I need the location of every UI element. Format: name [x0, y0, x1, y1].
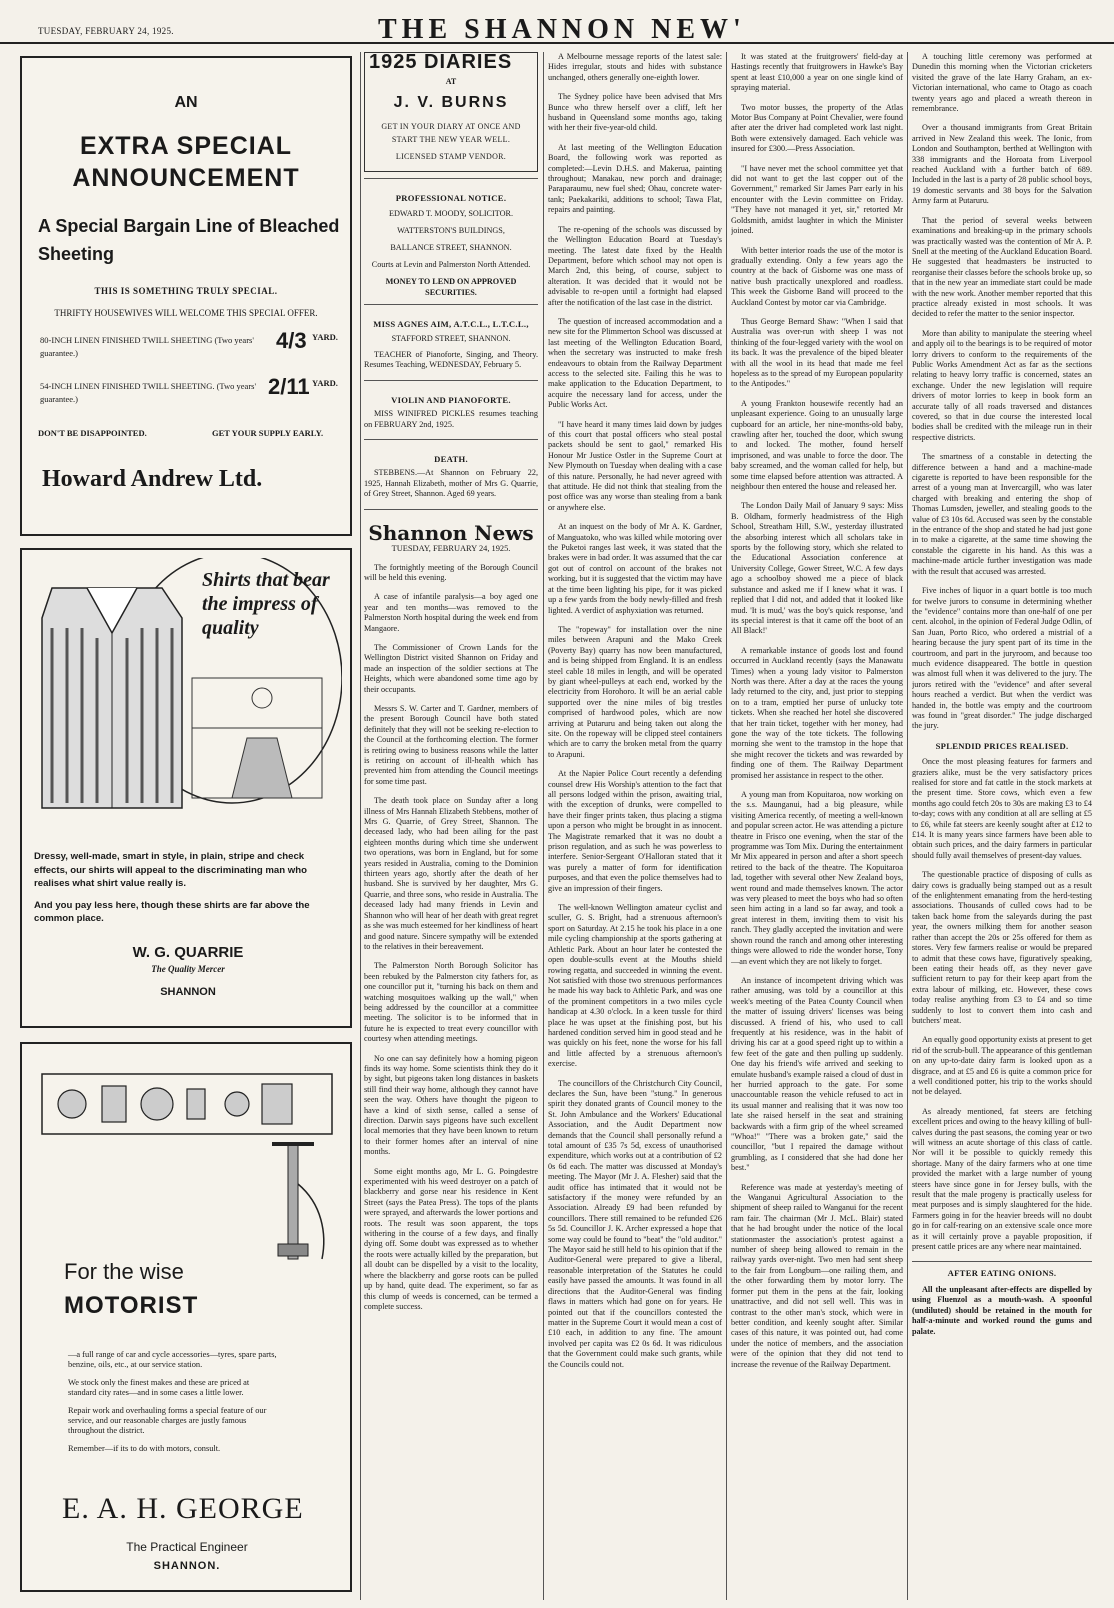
engineer-town: SHANNON.: [153, 1560, 221, 1572]
news-para: "I have never met the school committee yet that did not want to get the last copper out of the Government," remarked Sir James Parr early in his encounter with the Levin committee on Friday. "They have not managed it yet, sir," retorted Mr Goldsmith, amidst laughter in which the Minister joined.: [731, 163, 903, 236]
money-to-lend: MONEY TO LEND ON APPROVED SECURITIES.: [385, 276, 517, 297]
news-para: The councillors of the Christchurch City Council, declares the Sun, have been "stung." In generous spirit they donated grants of Council money to the St. John Ambulance and the Workers' Educational Association, and the Audit Department now demands that the Council shall personally refund a total amount of £35 7s 5d, excess of unauthorised expenditure, which works out at a contribution of £2 0s 6d each. The matter was discussed at Monday's meeting. The Mayor (Mr J. A. Flesher) said that the audit office has intimated that it would not be satisfactory if the money were refunded by an Association. Already £9 had been refunded by councillors. There still remained to be refunded £26 5s 5d. Councillor J. K. Archer expressed a hope that some way could be found to "beat" the "old auditor." The Mayor said he still held to his opinion that if the Auditor-General were prepared to give a liberal, reasonable interpretation of the Statutes he could easily have passed the amounts. It was found in all directions that the Auditor-General was finding flaws in matters which had gone on for years. He pointed out that if the councillors contested the matter in the Supreme Court it would mean a cost of £10 each, in addition to any fine. The amount involved per capita was £2 0s 6d. It was ridiculous that the Government could make such grants, while the Councils could not.: [548, 1078, 722, 1369]
news-para: No one can say definitely how a homing pigeon finds its way home. Some scientists think they do it by sight, but pigeons taken long distances in baskets still find their way home, although they cannot have seen the way. Others have thought the pigeon to have a kind of sixth sense, called a sense of direction. Darwin says pigeons have such excellent local memories that they have been known to return to their former homes after an interval of nine months.: [364, 1053, 538, 1157]
news-para: More than ability to manipulate the steering wheel and apply oil to the bearings is to be required of motor lorry drivers to conform to the requirements of the Public Works Amendment Act as far as the sections relating to heavy lorry traffic is concerned, states an exchange. Under the new legislation will require drivers of motor lorries to keep in book form an accurate tally of all roads traversed and distances covered, so that in due course the interested local bodies shall be credited with the mileage run in their respective districts.: [912, 328, 1092, 442]
get-supply-early: GET YOUR SUPPLY EARLY.: [212, 428, 324, 438]
shirt-illustration: [32, 558, 342, 794]
news-para: The fortnightly meeting of the Borough Council will be held this evening.: [364, 562, 538, 582]
diaries-vendor: J. V. BURNS: [393, 93, 509, 111]
news-para: The question of increased accommodation and a new site for the Plimmerton School was discussed at last meeting of the Wellington Education Board, when the secretary was instructed to make fresh endeavours to obtain from the Railway Department access to the selected site. Failing this he was to make application to the Education Department, to acquire the necessary land for access, under the Public Works Act.: [548, 316, 722, 410]
news-para: That the period of several weeks between examinations and breaking-up in the primary schools was practically wasted was the contention of Mr A. P. Snell at the meeting of the Auckland Education Board. He suggested that headmasters be instructed to reorganise their classes before the schools broke up, so that in the new year an immediate start could be made with the new work. Another member reported that this practice already existed in most schools. It was decided to refer the matter to the senior inspector.: [912, 215, 1092, 319]
column-5: [912, 52, 1092, 1602]
column-rule: [907, 52, 908, 1600]
ad-bargain-line: A Special Bargain Line of Bleached Sheeting: [38, 216, 340, 264]
price-54-inch: 2/11: [268, 374, 310, 399]
column-4: [731, 52, 903, 1602]
news-para: "I have heard it many times laid down by judges of this court that postal officers who steal postal packets should be sent to gaol," remarked His Honour Mr Justice Ostler in the Supreme Court at New Plymouth on Tuesday when dealing with a case of this nature. Personally, he had never agreed with that attitude. He did not think that stealing from the post office was any worse than stealing from a bank or anywhere else.: [548, 419, 722, 512]
motorist-para-2: We stock only the finest makes and these are priced at standard city rates—and in some cases a little lower.: [68, 1377, 250, 1398]
motorist-para-4: Remember—if its to do with motors, consult.: [68, 1443, 221, 1453]
news-para: The smartness of a constable in detecting the difference between a hand and a machine-made cigarette is reported to have been responsible for the arrest of a young man at Invercargill, who was later charged with breaking and entering the shop of Thomas Lumsden, jeweller, and stealing goods to the value of £3 10s 6d. Accused was seen by the constable in the entrance of the shop and stated he had just gone in to make a cigarette, at the same time showing the constable the cigarette in his hand. As this was a machine-made article further investigation was made with the result that accused was arrested.: [912, 452, 1092, 576]
merchant-town: SHANNON: [160, 986, 216, 998]
motorist-para-1: —a full range of car and cycle accessories—tyres, spare parts, benzine, oils, etc., at our service station.: [68, 1350, 277, 1370]
news-para: Five inches of liquor in a quart bottle is too much for twelve jurors to consume in determining whether the "evidence" contains more than one-half of one per cent. alcohol, in the opinion of Federal Judge Odlin, of San Juan, Porto Rico, who ordered a mistrial of a hearing because the jury spent part of its time in the courtroom, and part in the juryroom, and because too much evidence disappeared. The bottle in question was almost full when it was delivered to the jury. The jurors retired with the "evidence" and after several hours reached a verdict. But when the verdict was handed in, the bottle was empty and the courtroom was found in "great disorder." The judge discharged the jury.: [912, 586, 1092, 731]
prices-para: As already mentioned, fat steers are fetching excellent prices and owing to the heavy killing of bull-calves during the past seasons, the coming year or two will witness an acute shortage of this class of cattle. Nor will it be possible to quickly remedy this shortage. Many of the dairy farmers who at one time provided the market with a large number of young steers have since gone in for Jersey bulls, with the result that the male progeny is practically useless for meat purposes and is simply slaughtered for the hide. Farmers going in for the heavier breeds will no doubt go in for calf-rearing on an extensive scale once more as it will certainly prove a payable proposition, if present cattle prices are any where near maintained.: [912, 1106, 1092, 1252]
motorist-headline-1: For the wise: [64, 1259, 184, 1284]
column-rule: [543, 52, 544, 1600]
news-para: At an inquest on the body of Mr A. K. Gardner, of Manguatoko, who was killed while motoring over the Puketoi ranges last week, it was stated that the brakes were in bad order. It was assumed that the car got out of control on account of the brakes not working, but it is suggested that the victim may have at the time been lighting his pipe, for it was picked up a few yards from the body newly-filled and fresh lighted. A verdict of asphyxiation was returned.: [548, 522, 722, 615]
solicitor-name: EDWARD T. MOODY, SOLICITOR.: [388, 208, 514, 218]
column-rule: [726, 52, 727, 1600]
professional-notice: [364, 178, 538, 297]
news-para: Thus George Bernard Shaw: "When I said that Australia was over-run with sheep I was not thinking of the four-legged variety with the wool on its back. It was the prevalence of the biped bleater with all the wool in its head that made me feel hopeless as to the spread of my European popularity to the Antipodes.": [731, 316, 903, 389]
news-para: A young man from Kopuitaroa, now working on the s.s. Maunganui, had a big pleasure, while visiting America recently, of meeting a well-known and popular screen actor. He was attending a picture theatre in Frisco one evening, when the star of the programme was Tom Mix. During the entertainment Mr Mix appeared in person and after a short speech retired to the back of the theatre. The Kopuitaroa lad, together with several other New Zealand boys, went round and made themselves known. The actor was very pleased to meet the boys who had so often seen him acting in a land so far away, and took a great interest in them, inviting them to visit his ranch. They gladly accepted the invitation and were shown round the ranch and among other interesting things were allowed to ride the wonder horse, Tony—an event which they are not likely to forget.: [731, 790, 903, 966]
violin-heading: VIOLIN AND PIANOFORTE.: [391, 394, 511, 405]
news-para: The Palmerston North Borough Solicitor has been rebuked by the Palmerston city fathers for, as one councillor put it, "turning his back on them and watching mosquitoes walking up the wall," when being addressed by the councillor at a committee meeting. The solicitor is to be informed that in future he is expected to treat every councillor with courtesy when attending meetings.: [364, 961, 538, 1044]
column-3: [548, 52, 722, 1602]
motorist-ad: [20, 1042, 352, 1592]
solicitor-courts: Courts at Levin and Palmerston North Attended.: [371, 259, 531, 269]
shannon-news-header: [364, 509, 538, 555]
ad-an: AN: [174, 94, 198, 111]
news-para: A Melbourne message reports of the latest sale: Hides irregular, stouts and hides with substance unchanged, others generally one-eighth lower.: [548, 52, 722, 82]
shirts-ad: [20, 548, 352, 1028]
motorist-body: [68, 1350, 278, 1461]
news-para: At last meeting of the Wellington Education Board, the following work was reported as completed:—Levin D.H.S. and Makerua, painting throughout; Manakau, new porch and drainage; Paraparaumu, new fuel shed; Ohau, concrete water-tank; Paekakariki, additions to school; Tawa Flat, repairs and painting.: [548, 142, 722, 215]
onions-text: All the unpleasant after-effects are dispelled by using Fluenzol as a mouth-wash. A spoonful (undiluted) should be retained in the mouth for half-a-minute and worked round the gums and palate.: [912, 1284, 1092, 1336]
merchant-motto: The Quality Mercer: [151, 964, 225, 974]
motorist-headline-2: MOTORIST: [64, 1292, 199, 1319]
masthead: [0, 0, 1114, 44]
column-2: [364, 52, 538, 1602]
shirts-tagline: Shirts that bear the impress of quality: [202, 569, 330, 639]
motor-accessories-drawing: [22, 1044, 352, 1264]
news-para: Reference was made at yesterday's meeting of the Wanganui Agricultural Association to the shipment of sheep railed to Wanganui for the recent ram fair. The chairman (Mr J. McL. Blair) stated that he had brought under the notice of the local stationmaster the association's protest against a number of sheep being allowed to remain in the railway yards over-night. Two men had sent sheep to the fair from Longburn—one railing them, and the other forwarding them by motor lorry. The former put them in the pens at the fair, looking unattractive, and did not sell well. This was in contrast to the other man's stock, which were in better condition, and keenly sought after. Similar cases of this nature, it was pointed out, had come under the notice of members, and the association were of the opinion that they did not tend to increase the revenue of the Railway Department.: [731, 1182, 903, 1369]
motorist-para-3: Repair work and overhauling forms a special feature of our service, and our reasonable charges are justly famous throughout the district.: [68, 1405, 267, 1436]
price-row-54: [22, 374, 350, 412]
news-para: The Sydney police have been advised that Mrs Bunce who threw herself over a cliff, left her husband in Queensland some months ago, taking with her their five-year-old child.: [548, 92, 722, 133]
prices-para: Once the most pleasing features for farmers and graziers alike, must be the very satisfactory prices realised for store and fat cattle in the stock markets at the present time. Store cows, which even a few months ago could fetch 20s to 30s are making £3 to £4 to-day; cows with any condition at all are selling at £5 to £6, while fat steers are keenly sought after at £12 to £14. It is many years since farmers have been able to obtain such prices, and the dairy farmers in particular should fully avail themselves of present-day values.: [912, 757, 1092, 860]
ad-footer-line: [22, 428, 350, 444]
death-heading: DEATH.: [434, 454, 468, 465]
news-para: Messrs S. W. Carter and T. Gardner, members of the present Borough Council have both stated definitely that they will not be seeking re-election to the Council at the forthcoming election. The former is retiring owing to business reasons while the latter is retiring on account of ill-health which has prevented him from attending the Council meetings for some time past.: [364, 703, 538, 786]
advertiser-name: Howard Andrew Ltd.: [42, 466, 263, 492]
shirts-para-1: Dressy, well-made, smart in style, in plain, stripe and check effects, our shirts will appeal to the discriminating man who realises what shirt value really is.: [34, 851, 307, 889]
news-para: At the Napier Police Court recently a defending counsel drew His Worship's attention to the fact that all persons lodged within the prison, awaiting trial, with the exception of drunks, were compelled to have their finger prints taken, thus placing a stigma upon a person who might be brought in as innocent. The Magistrate remarked that it was no doubt a prison regulation, and as such he was powerless to interfere. Senior-Sergeant O'Halloran stated that it was purely a matter of form for identification purposes, and that even the police themselves had to give an impression of their fingers.: [548, 769, 722, 893]
news-para: With better interior roads the use of the motor is gradually extending. Only a few years ago the country at the back of Gisborne was one mass of native bush practically unexplored and roadless. This week the Gisborne Band will proceed to the Auckland Contest by motor car via Cambridge.: [731, 245, 903, 307]
news-para: The Commissioner of Crown Lands for the Wellington District visited Shannon on Friday and made an inspection of the soldier sections at The Heights, which were abandoned some time ago by their occupants.: [364, 642, 538, 694]
teacher-address: STAFFORD STREET, SHANNON.: [391, 334, 511, 344]
ad-truly-special: THIS IS SOMETHING TRULY SPECIAL.: [94, 286, 278, 296]
diaries-text: GET IN YOUR DIARY AT ONCE AND START THE NEW YEAR WELL.: [381, 122, 521, 145]
onions-heading: AFTER EATING ONIONS.: [912, 1261, 1092, 1278]
yard-label: YARD.: [312, 332, 338, 342]
death-notice: [364, 439, 538, 500]
engineer-trade: The Practical Engineer: [126, 1540, 248, 1554]
news-para: A touching little ceremony was performed at Dunedin this morning when the Victorian cricketers visited the grave of the late Harry Graham, an ex-Victorian international, who came to Otago as coach twenty years ago and placed a wreath thereon in remembrance.: [912, 52, 1092, 114]
news-para: Some eight months ago, Mr L. G. Poingdestre experimented with his weed destroyer on a patch of blackberry and gorse near his residence in Kent Street (says the Patea Press). The tops of the plants were sprayed, and afterwards the lower portions and roots. The result was soon apparent, the tops withering in the course of a few days, and finally dying off. Some doubt was expressed as to whether the roots were actually killed by the preparation, but all doubt can be dispelled by a visit to the locality, where the blackberry and gorse roots can be pulled up by hand, quite dead. The experiment, so far as this clump of weeds is concerned, can be termed a complete success.: [364, 1166, 538, 1311]
item-80-inch: 80-INCH LINEN FINISHED TWILL SHEETING (Two years' guarantee.): [40, 335, 254, 358]
news-para: The death took place on Sunday after a long illness of Mrs Hannah Elizabeth Stebbens, mother of Mrs G. Quarrie, of Grey Street, Shannon. The deceased lady, who had been ailing for the past eighteen months during which time she underwent two operations, was born in England, but for some years resided in Australia, coming to the Dominion thirteen years ago, shortly after the death of her husband. She is survived by her daughter, Mrs G. Quarrie, and three sons, who reside in Australia. The deceased lady had many friends in Levin and Shannon who will hear of her death with great regret as she was much esteemed for her kindliness of heart and good nature. Sincere sympathy will be extended to the relatives in their bereavement.: [364, 796, 538, 951]
dont-be-disappointed: DON'T BE DISAPPOINTED.: [38, 428, 147, 438]
prof-heading: PROFESSIONAL NOTICE.: [395, 193, 507, 204]
teacher-text: TEACHER of Pianoforte, Singing, and Theory. Resumes Teaching, WEDNESDAY, February 5.: [364, 350, 538, 370]
prices-para: An equally good opportunity exists at present to get rid of the scrub-bull. The appearance of this gentleman on any up-to-date dairy farm is looked upon as a disgrace, and at £5 and £6 is quite a common price for a well conditioned potter, his trip to the works should not be delayed.: [912, 1035, 1092, 1097]
engineer-name: E. A. H. GEORGE: [62, 1492, 304, 1525]
news-para: The well-known Wellington amateur cyclist and sculler, G. S. Bright, had a strenuous afternoon's sport on Saturday. At 2.15 he took his place in a one mile cycling championship at the sports gathering at Athletic Park. About an hour later he contested the open double-sculls event at the Mouths shield rowing regatta, and succeeded in winning the event. Not satisfied with those two strenuous performances he made his way back to Athletic Park, and was one of the prominent competitors in a two miles cycle handicap at 4.30 o'clock. In a keen tussle for third place he was upset at the finishing post, but his hardened condition served him in good stead and he was quickly on his feet, none the worse for his fall and little affected by a strenuous afternoon's exercise.: [548, 903, 722, 1069]
death-text: STEBBENS.—At Shannon on February 22, 1925, Hannah Elizabeth, mother of Mrs G. Quarrie, of Grey Street, Shannon. Aged 69 years.: [364, 468, 538, 499]
news-para: The London Daily Mail of January 9 says: Miss B. Oldham, formerly headmistress of the High School, Streatham Hill, S.W., yesterday illustrated the absorbing interest which all scholars take in sports by the following story, which she related to the Educational Association conference at University College, Gower Street, W.C. A few days ago a schoolboy showed me a piece of black substance and asked me if I knew what it was. I replied that I did not, and added that it looked like mud. 'It is mud,' was the boy's quick response, 'and its special interest is that it came off the boot of an All Black!': [731, 501, 903, 636]
diaries-ad: [364, 52, 538, 172]
pickles-text: MISS WINIFRED PICKLES resumes teaching on FEBRUARY 2nd, 1925.: [364, 409, 538, 429]
shirts-body: [34, 850, 340, 934]
ad-thrifty: THRIFTY HOUSEWIVES WILL WELCOME THIS SPECIAL OFFER.: [54, 308, 318, 318]
item-54-inch: 54-INCH LINEN FINISHED TWILL SHEETING. (Two years' guarantee.): [40, 381, 256, 404]
merchant-name: W. G. QUARRIE: [132, 944, 244, 961]
news-para: A remarkable instance of goods lost and found occurred in Auckland recently (says the Manawatu Times) when a young lady visitor to Palmerston North was there. After a day at the races the young lady returned to the city, and, just prior to stepping on to a tram, emptied her purse of unlucky tote tickets. When she reached her hotel she discovered that her train ticket, together with her money, had gone the way of the tote tickets. The following morning she went to the tramstop in the hope that she might recover the tickets and was rewarded by finding one of them. The Railway Department promised her assistance in respect to the other.: [731, 645, 903, 780]
violin-notice: [364, 380, 538, 430]
diaries-title: 1925 DIARIES: [369, 52, 513, 73]
news-para: A case of infantile paralysis—a boy aged one year and ten months—was removed to the Palmerston North hospital during the week end from Mangaore.: [364, 592, 538, 633]
column-rule: [360, 52, 361, 1600]
paper-date: TUESDAY, FEBRUARY 24, 1925.: [391, 544, 511, 554]
solicitor-street: BALLANCE STREET, SHANNON.: [390, 242, 512, 252]
linen-sheeting-ad: [20, 56, 352, 536]
teacher-name: MISS AGNES AIM, A.T.C.L., L.T.C.L.,: [373, 318, 529, 329]
prices-heading: SPLENDID PRICES REALISED.: [935, 740, 1069, 751]
stamp-vendor: LICENSED STAMP VENDOR.: [395, 152, 507, 162]
news-para: The "ropeway" for installation over the nine miles between Arapuni and the Mako Creek (Poverty Bay) quarry has now been manufactured, and is being shipped from England. It is an endless steel cable 18 miles in length, and will be operated by giant wheel-pulleys at each end, worked by the electricity from Horohoro. It will be an aerial cable supported over the nine miles of big trestles comprised of hardwood poles, which are now arriving at Putaruru and being taken out along the site. On the ropeway will be clipped steel containers which are to carry the broken metal from the quarry to Arapuni.: [548, 624, 722, 759]
newspaper-title: THE SHANNON NEW': [378, 14, 746, 45]
news-para: It was stated at the fruitgrowers' field-day at Hastings recently that fruitgrowers in Hawke's Bay spent at least £10,000 a year on one single kind of spraying material.: [731, 52, 903, 93]
news-para: An instance of incompetent driving which was rather amusing, was told by a councillor at this week's meeting of the Patea County Council when the matter of issuing drivers' licenses was being discussed. A friend of his, who used to call frequently at his residence, was in the habit of driving his car at a good speed right up to within a few feet of the gate and then pulling up suddenly. One day his friend's wife arrived and seeking to emulate husband's example raised a cloud of dust in her hurried approach to the gate. For some unaccountable reason the vehicle refused to act in its usual manner and realising that it was now too late she raised herself in the seat and straining backwards with a firm grip of the wheel screamed "Whoa!" "There was a broken gate," said the councillor, "but I repaired the damage without grumbling, as I considered that she had done her best.": [731, 975, 903, 1173]
price-80-inch: 4/3: [276, 328, 307, 353]
news-para: Two motor busses, the property of the Atlas Motor Bus Company at Point Chevalier, were found after ater the driver had completed work last night. Both were extensively damaged. Each vehicle was insured for £300.—Press Association.: [731, 102, 903, 154]
issue-date: TUESDAY, FEBRUARY 24, 1925.: [38, 26, 174, 36]
paper-name: Shannon News: [368, 520, 534, 545]
music-teacher-notice: [364, 304, 538, 371]
solicitor-building: WATTERSTON'S BUILDINGS,: [397, 225, 505, 235]
news-para: Over a thousand immigrants from Great Britain arrived in New Zealand this week. The Ionic, from London and Southampton, berthed at Wellington with 338 immigrants and the Horoata from Liverpool reached Auckland with a further batch of 689. Included in the last is a party of 28 public school boys, 19 domestic servants and 38 boys for the Salvation Army farm at Putaruru.: [912, 123, 1092, 206]
news-para: The re-opening of the schools was discussed by the Wellington Education Board at Tuesday's meeting. The latest date fixed by the Health Department, before which school may not open is March 2nd, this being, of course, subject to alteration. It was decided that it would not be advisable to re-open until a fortnight had elapsed after the notification of the last case in the district.: [548, 224, 722, 307]
price-row-80: [22, 328, 350, 366]
yard-label: YARD.: [312, 378, 338, 388]
ad-announcement-title: EXTRA SPECIAL ANNOUNCEMENT: [72, 132, 300, 192]
news-para: A young Frankton housewife recently had an unpleasant experience. Going to an unusually large cupboard for an article, her nine-months-old baby, crawling after her, touched the door, which swung to and locked. The mother, found herself imprisoned, and was unable to force the door. The baby screamed, and the woman called for help, but some time elapsed before attention was attracted. A neighbour then entered the house and released her.: [731, 398, 903, 492]
prices-para: The questionable practice of disposing of culls as dairy cows is gradually being stamped out as a result of the enlightenment emanating from the herd-testing associations. Thousands of culled cows had to be taken back home from the saleyards during the past year, the owners milking them for another season rather than accept the 20s or 25s offered for them as stores. Very few farmers realise or would be prepared to admit that these cows have, figuratively speaking, been eating their heads off, as they never gave sufficient return to pay for their keep apart from the extra labour of milking, etc. However, these cows today realise anything from £3 to £4 and so time suddenly to lost to convert them into cash and butchers' meat.: [912, 870, 1092, 1025]
diaries-at: AT: [445, 77, 457, 87]
shirts-para-2: And you pay less here, though these shirts are far above the common place.: [34, 899, 310, 924]
